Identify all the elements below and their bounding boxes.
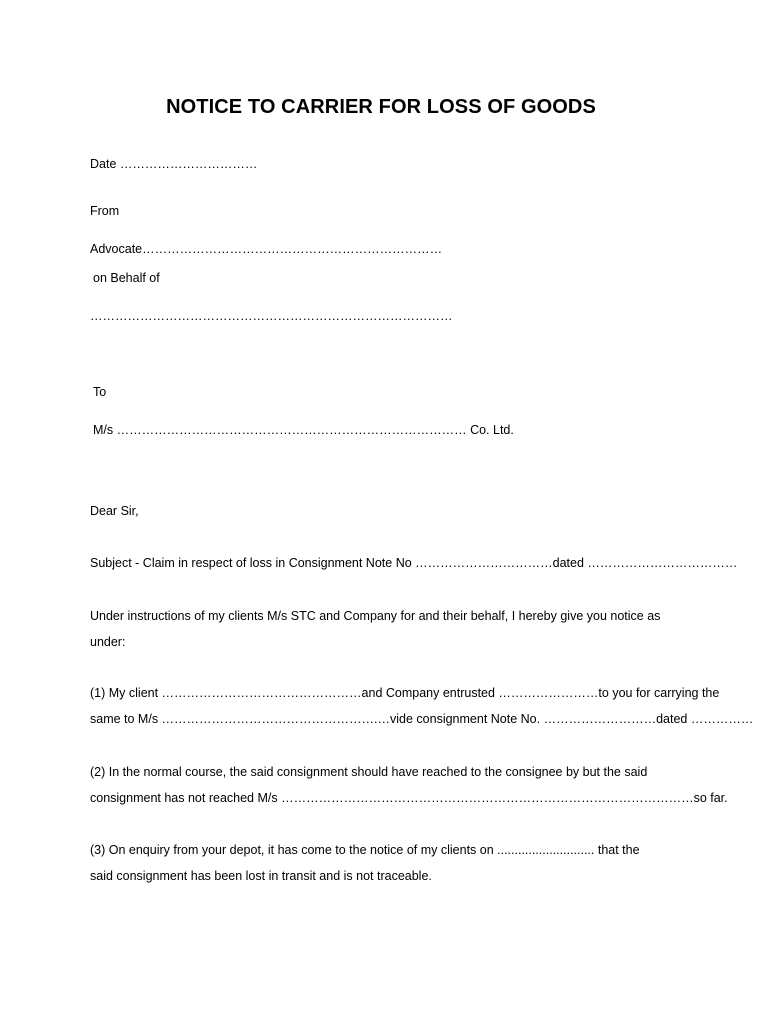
paragraph-1-line-1: (1) My client …………………………………………and Company entrusted ……………………to you for carrying the: [90, 686, 720, 700]
intro-line-2: under:: [90, 635, 126, 649]
salutation: Dear Sir,: [90, 504, 139, 518]
subject-line: Subject - Claim in respect of loss in Consignment Note No ……………………………dated ………………………………: [90, 556, 738, 570]
date-line: Date ……………………………: [90, 157, 258, 171]
intro-line-1: Under instructions of my clients M/s STC and Company for and their behalf, I hereby give you notice as: [90, 609, 661, 623]
to-label: To: [93, 385, 107, 399]
blank-line: ……………………………………………………………………………: [90, 309, 453, 323]
paragraph-3-line-2: said consignment has been lost in transit and is not traceable.: [90, 869, 432, 883]
paragraph-2-line-2: consignment has not reached M/s ………………………………………………………………………………………so far.: [90, 791, 728, 805]
advocate-line: Advocate………………………………………………………………: [90, 242, 443, 256]
paragraph-2: [90, 759, 728, 811]
on-behalf-line: on Behalf of: [93, 271, 160, 285]
paragraph-3: [90, 837, 690, 889]
paragraph-1: [90, 680, 754, 732]
paragraph-1-line-2: same to M/s …………………………………………….…vide consignment Note No. ………………………dated ……………: [90, 712, 754, 726]
document-title: NOTICE TO CARRIER FOR LOSS OF GOODS: [166, 96, 596, 118]
intro-paragraph: [90, 603, 690, 655]
recipient-line: M/s ………………………………………………………………………… Co. Ltd.: [93, 423, 514, 437]
paragraph-3-line-1: (3) On enquiry from your depot, it has come to the notice of my clients on ............................ that the: [90, 843, 640, 857]
from-label: From: [90, 204, 120, 218]
paragraph-2-line-1: (2) In the normal course, the said consignment should have reached to the consignee by but the said: [90, 765, 648, 779]
